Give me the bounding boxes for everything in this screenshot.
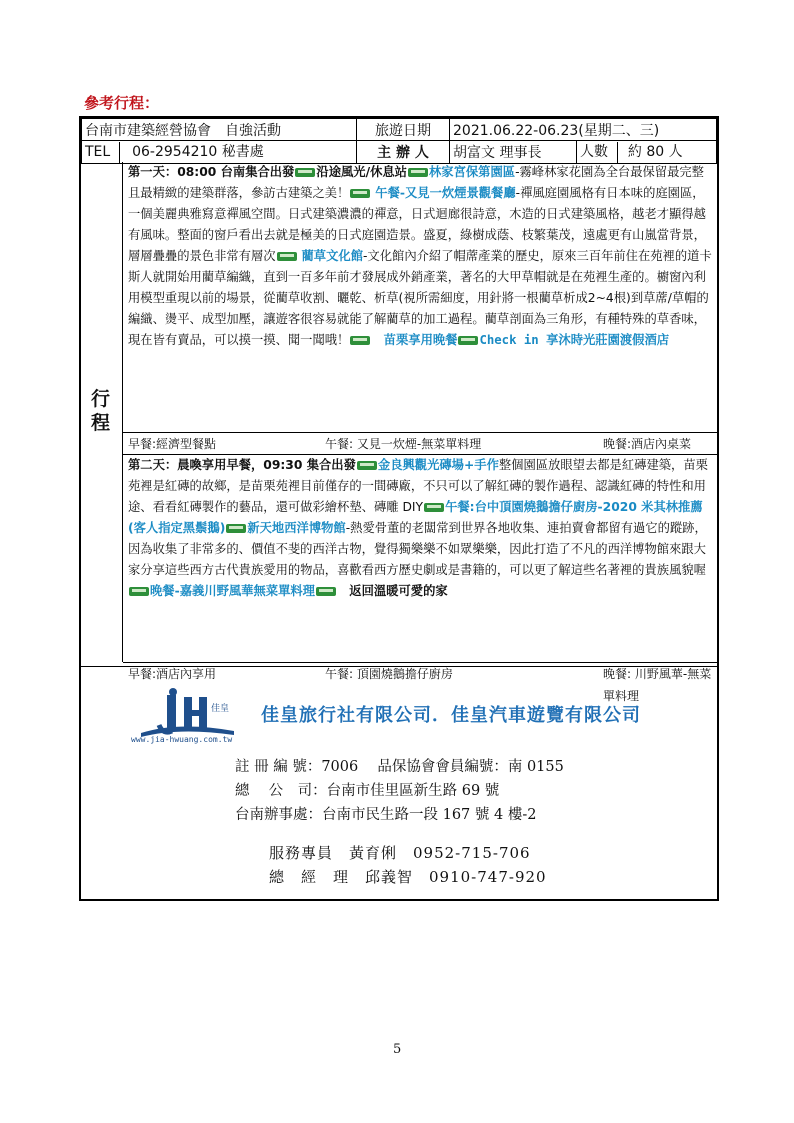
bus-icon bbox=[226, 524, 246, 533]
head-office-address: 總 公 司：台南市佳里區新生路 69 號 bbox=[235, 783, 500, 799]
day1-desc-lin-family: -霧峰林家花園為全台最保留最完整且最精緻的建築群落，參訪古建築之美！ bbox=[128, 165, 704, 200]
day1-stop-lin-family: 林家宮保第園區 bbox=[428, 165, 516, 179]
date-value: 2021.06.22-06.23(星期二、三) bbox=[450, 119, 717, 141]
tel-cell bbox=[82, 141, 357, 164]
bus-icon bbox=[129, 587, 149, 596]
day2-stop-museum: 新天地西洋博物館 bbox=[247, 521, 346, 535]
itinerary-label-column bbox=[81, 162, 123, 662]
day2-title: 第二天：晨喚享用早餐，09:30 集合出發 bbox=[128, 458, 356, 472]
day2-desc-museum: -熱愛骨董的老闆常到世界各地收集、連拍賣會都留有過它的蹤跡，因為收集了非常多的、價值不斐的西洋古物，覺得獨樂樂不如眾樂樂，因此打造了不凡的西洋博物館來跟大家分享這些西方古代貴族愛用的物品，喜歡看西方歷史劇或是書籍的，可以更了解這些名著裡的貴族風貌喔 bbox=[128, 521, 707, 577]
count-cell bbox=[577, 141, 717, 164]
day2-desc-brick-factory: 整個園區放眼望去都是紅磚建築，苗栗苑裡是紅磚的故鄉，是苗栗苑裡目前僅存的一間磚廠，不只可以了解紅磚的製作過程、認識紅磚的特性和用途、看看紅磚製作的藝品，還可做彩繪杯墊、磚雕 DIY bbox=[128, 458, 708, 514]
day2-return: 返回溫暖可愛的家 bbox=[349, 584, 448, 598]
logo-url: www.jia-hwuang.com.tw bbox=[131, 735, 233, 744]
bus-icon bbox=[424, 503, 444, 512]
day2-dinner: 晚餐-嘉義川野風華無菜單料理 bbox=[150, 584, 315, 598]
day2-dinner-meal: 晚餐: 川野風華-無菜單料理 bbox=[603, 667, 712, 703]
day1-lunch-meal: 午餐: 又見一炊煙-無菜單料理 bbox=[325, 437, 482, 451]
tel-label: TEL bbox=[85, 144, 111, 160]
service-contact: 服務專員 黃育俐 0952-715-706 bbox=[269, 844, 531, 862]
trip-info-row-1 bbox=[82, 119, 717, 141]
registration-number: 註 冊 編 號：7006 品保協會會員編號：南 0155 bbox=[235, 759, 564, 775]
day1-stop-rest: 沿途風光/休息站 bbox=[316, 165, 407, 179]
page-number: 5 bbox=[393, 1042, 402, 1057]
day-1 bbox=[123, 162, 717, 432]
agency-footer bbox=[81, 666, 717, 900]
bus-icon bbox=[277, 252, 297, 261]
trip-info-table bbox=[81, 118, 717, 164]
bus-icon bbox=[408, 168, 428, 177]
organizer-label: 主 辦 人 bbox=[357, 141, 450, 164]
event-name: 台南市建築經營協會 自強活動 bbox=[82, 119, 357, 141]
trip-info-row-2 bbox=[82, 141, 717, 164]
tel-value: 06-2954210 秘書處 bbox=[132, 144, 264, 160]
bus-icon bbox=[357, 461, 377, 470]
day1-desc-rush-museum: -文化館內介紹了帽蓆產業的歷史，原來三百年前住在苑裡的道卡斯人就開始用藺草編織，直到一百多年前才發展成外銷產業，著名的大甲草帽就是在苑裡生產的。櫥窗內利用模型重現以前的場景，從藺草收割、曬乾、析草(視所需細度，用針將一根藺草析成2~4根)到草蓆/草帽的編織、燙平、成型加壓，讓遊客很容易就能了解藺草的加工過程。藺草剖面為三角形，有種特殊的草香味，現在皆有賣品，可以摸一摸、聞一聞哦！ bbox=[128, 249, 712, 347]
bus-icon bbox=[458, 336, 478, 345]
day1-title: 第一天：08:00 台南集合出發 bbox=[128, 165, 295, 179]
day2-stop-brick-factory: 金良興觀光磚場+手作 bbox=[377, 458, 499, 472]
count-label: 人數 bbox=[580, 144, 608, 160]
day2-lunch-meal: 午餐: 頂園燒鵝擔仔廚房 bbox=[325, 667, 453, 681]
day1-dinner-meal: 晚餐:酒店內桌菜 bbox=[603, 437, 692, 451]
bus-icon bbox=[350, 189, 370, 198]
manager-contact: 總 經 理 邱義智 0910-747-920 bbox=[269, 868, 547, 886]
day2-breakfast: 早餐:酒店內享用 bbox=[128, 667, 217, 681]
company-name: 佳皇旅行社有限公司．佳皇汽車遊覽有限公司 bbox=[261, 705, 641, 726]
day1-lunch: 午餐-又見一炊煙景觀餐廳 bbox=[375, 186, 516, 200]
section-title: 參考行程： bbox=[84, 94, 160, 112]
bus-icon bbox=[350, 336, 370, 345]
organizer-value: 胡富文 理事長 bbox=[450, 141, 577, 164]
itinerary-box bbox=[79, 116, 719, 901]
bus-icon bbox=[295, 168, 315, 177]
tainan-office-address: 台南辦事處：台南市民生路一段 167 號 4 樓-2 bbox=[235, 807, 537, 823]
day1-dinner: 苗栗享用晚餐 bbox=[383, 333, 458, 347]
itinerary-label: 行程 bbox=[91, 388, 111, 434]
logo-text: 佳皇 bbox=[211, 704, 230, 714]
day1-stop-rush-museum: 藺草文化館 bbox=[301, 249, 363, 263]
day1-meals bbox=[123, 432, 717, 455]
day1-breakfast: 早餐:經濟型餐點 bbox=[128, 437, 217, 451]
day1-desc-lunch: -禪風庭園風格有日本味的庭園區，一個美麗典雅寫意禪風空間。日式建築濃濃的禪意，日式迴廊很詩意，木造的日式建築風格，越老才顯得越有風味。整面的窗戶看出去就是極美的日式庭園造景。盛夏，綠樹成蔭、枝繁葉茂，遠處更有山嵐當背景，層層疊疊的景色非常有層次 bbox=[128, 186, 706, 263]
bus-icon bbox=[316, 587, 336, 596]
count-value: 約 80 人 bbox=[627, 144, 683, 160]
itinerary-content bbox=[123, 162, 717, 703]
day-2 bbox=[123, 454, 717, 660]
day2-lunch: 午餐:台中頂園燒鵝擔仔廚房-2020 米其林推薦(客人指定黑鬃鵝) bbox=[128, 500, 703, 535]
date-label: 旅遊日期 bbox=[357, 119, 450, 141]
day1-hotel: Check in 享沐時光莊園渡假酒店 bbox=[479, 333, 670, 347]
